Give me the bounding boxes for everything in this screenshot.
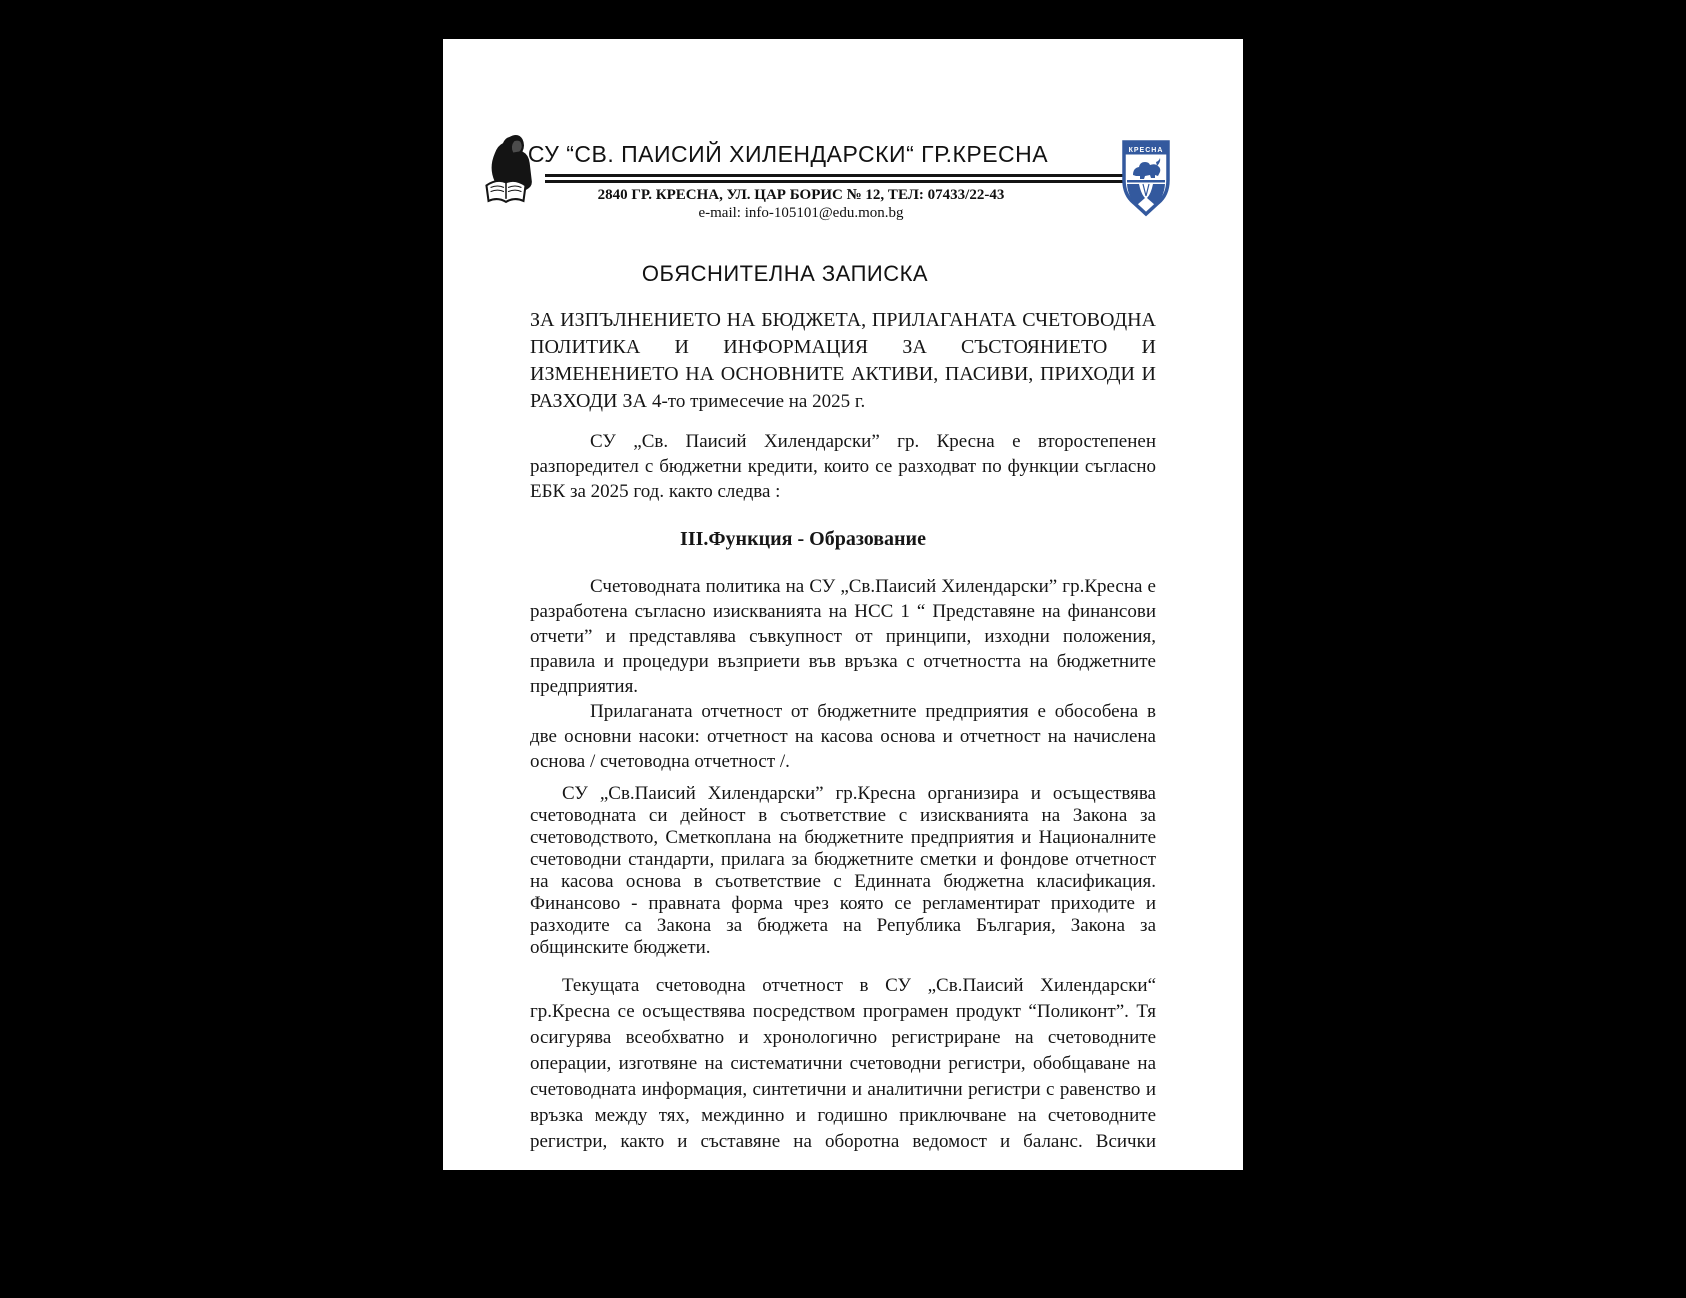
kresna-coat-of-arms-icon xyxy=(1121,138,1171,218)
letterhead-divider xyxy=(545,174,1129,183)
document-page xyxy=(443,39,1243,1170)
email-line: e-mail: info-105101@edu.mon.bg xyxy=(698,205,904,221)
school-name: СУ “СВ. ПАИСИЙ ХИЛЕНДАРСКИ“ ГР.КРЕСНА xyxy=(527,141,1049,167)
emblem-town-label: КРЕСНА xyxy=(1128,147,1164,154)
document-title: ОБЯСНИТЕЛНА ЗАПИСКА xyxy=(641,261,929,286)
paragraph-accounting-policy: Счетоводната политика на СУ „Св.Паисий Хилендарски” гр.Кресна е разработена съгласно изискванията на НСС 1 “ Представяне на финансови отчети” и представлява съвкупност от принципи, изходни положения, правила и процедури възприети във връзка с отчетността на бюджетните предприятия. xyxy=(530,576,1156,697)
paragraph-budget-authority: СУ „Св. Паисий Хилендарски” гр. Кресна е второстепенен разпоредител с бюджетни кредити, които се разходват по функции съгласно ЕБК за 2025 год. както следва : xyxy=(530,431,1156,502)
subtitle-paragraph xyxy=(530,307,1156,415)
section-heading-education: III.Функция - Образование xyxy=(680,528,926,550)
subtitle-period-text: 4-то тримесечие на 2025 г. xyxy=(651,391,866,412)
address-line: 2840 ГР. КРЕСНА, УЛ. ЦАР БОРИС № 12, ТЕЛ: 07433/22-43 xyxy=(597,187,1005,203)
paragraph-polikont-software: Текущата счетоводна отчетност в СУ „Св.Паисий Хилендарски“ гр.Кресна се осъществява посредством програмен продукт “Поликонт”. Тя осигурява всеобхватно и хронологично регистриране на счетоводните операции, изготвяне на систематични счетоводни регистри, обобщаване на счетоводната информация, синтетични и аналитични регистри с равенство и връзка между тях, междинно и годишно приключване на счетоводните регистри, както и съставяне на оборотна ведомост и баланс. Всички xyxy=(530,975,1156,1152)
paragraph-legal-framework: СУ „Св.Паисий Хилендарски” гр.Кресна организира и осъществява счетоводната си дейност в съответствие с изискванията на Закона за счетоводството, Сметкоплана на бюджетните предприятия и Националните счетоводни стандарти, прилага за бюджетните сметки и фондове отчетност на касова основа в съответствие с Единната бюджетна класификация. Финансово - правната форма чрез която се регламентират приходите и разходите са Закона за бюджета на Република България, Закона за общинските бюджети. xyxy=(530,783,1156,958)
document-body xyxy=(530,261,1156,1155)
paragraph-reporting-directions: Прилаганата отчетност от бюджетните предприятия е обособена в две основни насоки: отчетност на касова основа и отчетност на начислена основа / счетоводна отчетност /. xyxy=(530,701,1156,772)
subtitle-caps-text: ЗА ИЗПЪЛНЕНИЕТО НА БЮДЖЕТА, ПРИЛАГАНАТА СЧЕТОВОДНА ПОЛИТИКА И ИНФОРМАЦИЯ ЗА СЪСТОЯНИЕТО И ИЗМЕНЕНИЕТО НА ОСНОВНИТЕ АКТИВИ, ПАСИВИ, ПРИХОДИ И РАЗХОДИ ЗА xyxy=(530,309,1156,412)
